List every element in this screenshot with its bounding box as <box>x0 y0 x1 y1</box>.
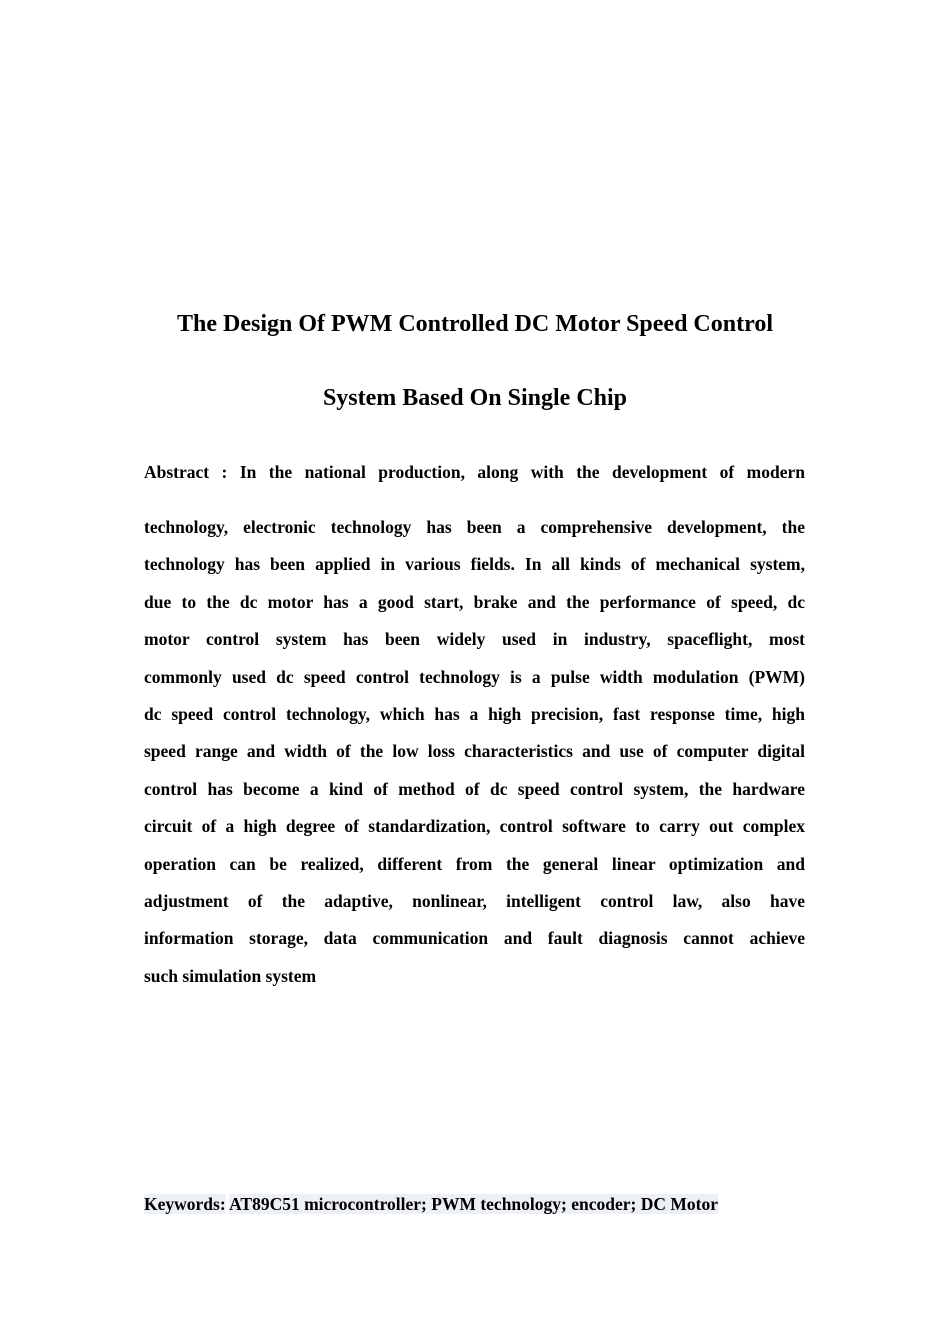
document-title-line-2: System Based On Single Chip <box>322 385 628 411</box>
abstract-line: dc speed control technology, which has a high precision, fast response time, high <box>144 704 805 725</box>
abstract-body <box>144 509 805 995</box>
document-title-line-1: The Design Of PWM Controlled DC Motor Speed Control <box>177 311 773 337</box>
abstract-line: technology, electronic technology has been a comprehensive development, the <box>144 517 805 537</box>
abstract-line: adjustment of the adaptive, nonlinear, intelligent control law, also have <box>144 891 805 912</box>
keywords <box>144 1191 718 1217</box>
abstract-line: such simulation system <box>144 965 317 986</box>
abstract-line: information storage, data communication and fault diagnosis cannot achieve <box>144 928 805 949</box>
abstract-line: circuit of a high degree of standardization, control software to carry out complex <box>144 816 805 837</box>
abstract-line: operation can be realized, different from the general linear optimization and <box>144 853 805 874</box>
abstract-line: commonly used dc speed control technology is a pulse width modulation (PWM) <box>144 666 805 687</box>
abstract-first-line <box>144 460 805 484</box>
keywords-text: AT89C51 microcontroller; PWM technology; encoder; DC Motor <box>229 1194 718 1214</box>
abstract-label: Abstract : <box>144 462 228 482</box>
abstract-line: technology has been applied in various fields. In all kinds of mechanical system, <box>144 554 805 575</box>
abstract-line: motor control system has been widely used in industry, spaceflight, most <box>144 629 805 650</box>
abstract-line: due to the dc motor has a good start, brake and the performance of speed, dc <box>144 591 805 612</box>
abstract-line: speed range and width of the low loss characteristics and use of computer digital <box>144 741 805 762</box>
abstract-first-line-text: In the national production, along with the development of modern <box>239 462 805 482</box>
keywords-label: Keywords: <box>144 1194 226 1214</box>
abstract-line: control has become a kind of method of dc speed control system, the hardware <box>144 778 805 799</box>
